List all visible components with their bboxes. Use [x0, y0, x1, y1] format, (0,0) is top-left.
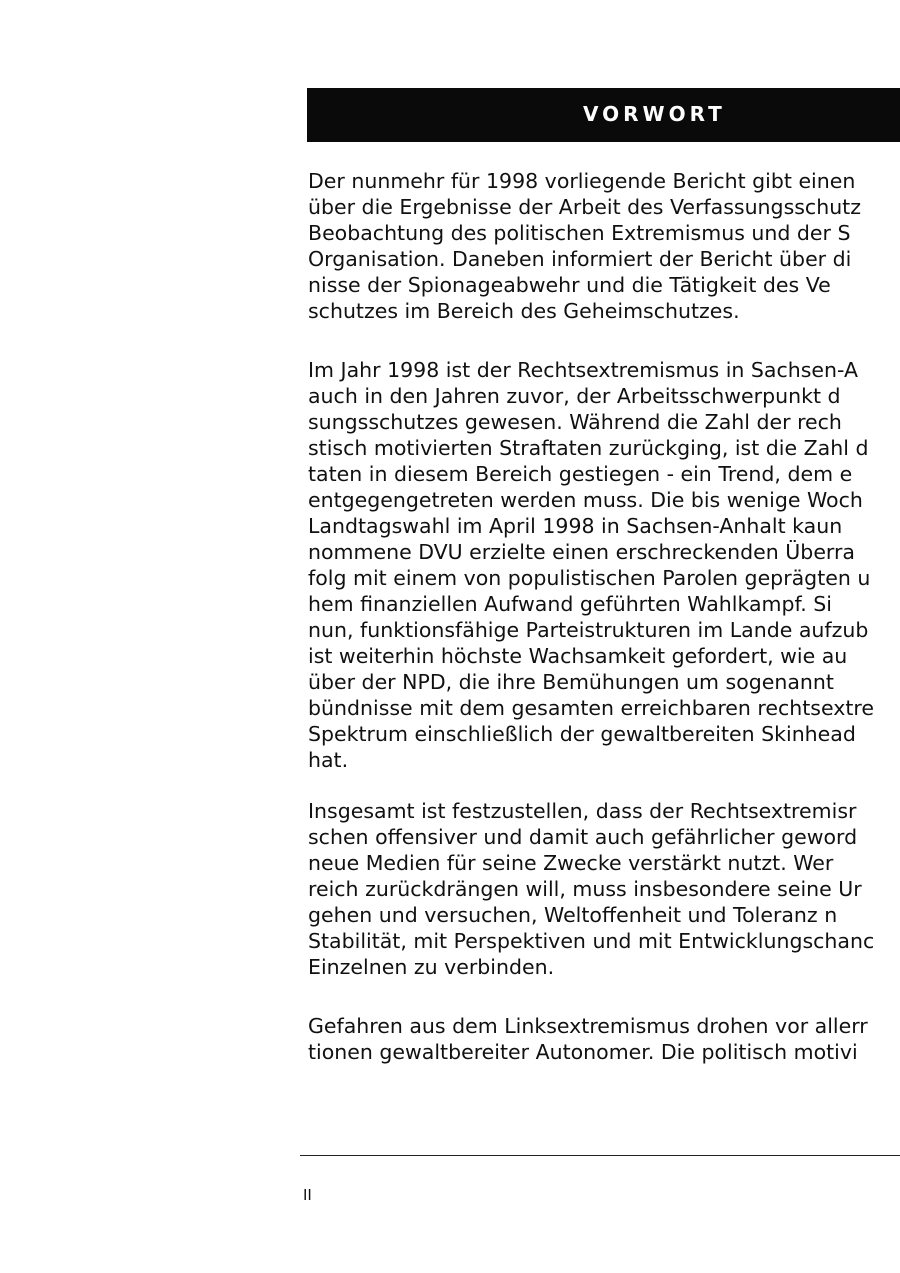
text-line: hat.	[308, 748, 349, 772]
text-line: Beobachtung des politischen Extremismus und der S	[308, 221, 851, 245]
text-line: auch in den Jahren zuvor, der Arbeitsschwerpunkt d	[308, 384, 841, 408]
text-line: Im Jahr 1998 ist der Rechtsextremismus in Sachsen-A	[308, 358, 858, 382]
text-line: nommene DVU erzielte einen erschreckenden Überra	[308, 540, 855, 564]
text-line: Landtagswahl im April 1998 in Sachsen-Anhalt kaun	[308, 514, 843, 538]
text-line: nisse der Spionageabwehr und die Tätigkeit des Ve	[308, 273, 831, 297]
text-line: hem finanziellen Aufwand geführten Wahlkampf. Si	[308, 592, 833, 616]
text-line: Gefahren aus dem Linksextremismus drohen vor allerr	[308, 1014, 868, 1038]
text-line: Insgesamt ist festzustellen, dass der Rechtsextremisr	[308, 799, 857, 823]
text-line: Stabilität, mit Perspektiven und mit Entwicklungschanc	[308, 929, 875, 953]
footer-divider	[300, 1155, 900, 1156]
text-line: neue Medien für seine Zwecke verstärkt nutzt. Wer	[308, 851, 834, 875]
text-line: bündnisse mit dem gesamten erreichbaren rechtsextre	[308, 696, 875, 720]
text-line: Organisation. Daneben informiert der Bericht über di	[308, 247, 852, 271]
text-line: stisch motivierten Straftaten zurückging, ist die Zahl d	[308, 436, 869, 460]
text-line: Der nunmehr für 1998 vorliegende Bericht gibt einen	[308, 169, 856, 193]
text-line: folg mit einem von populistischen Parolen geprägten u	[308, 566, 871, 590]
text-line: ist weiterhin höchste Wachsamkeit gefordert, wie au	[308, 644, 848, 668]
text-line: über der NPD, die ihre Bemühungen um sogenannt	[308, 670, 834, 694]
text-line: entgegengetreten werden muss. Die bis wenige Woch	[308, 488, 863, 512]
page-number: II	[303, 1186, 312, 1204]
text-line: über die Ergebnisse der Arbeit des Verfassungsschutz	[308, 195, 861, 219]
text-line: Spektrum einschließlich der gewaltbereiten Skinhead	[308, 722, 856, 746]
page-title: VORWORT	[583, 102, 726, 126]
text-line: Einzelnen zu verbinden.	[308, 955, 555, 979]
text-line: sungsschutzes gewesen. Während die Zahl der rech	[308, 410, 842, 434]
text-line: nun, funktionsfähige Parteistrukturen im Lande aufzub	[308, 618, 869, 642]
text-line: reich zurückdrängen will, muss insbesondere seine Ur	[308, 877, 862, 901]
text-line: schen offensiver und damit auch gefährlicher geword	[308, 825, 858, 849]
text-line: schutzes im Bereich des Geheimschutzes.	[308, 299, 740, 323]
text-line: tionen gewaltbereiter Autonomer. Die politisch motivi	[308, 1040, 858, 1064]
text-line: taten in diesem Bereich gestiegen - ein Trend, dem e	[308, 462, 853, 486]
text-line: gehen und versuchen, Weltoffenheit und Toleranz n	[308, 903, 838, 927]
